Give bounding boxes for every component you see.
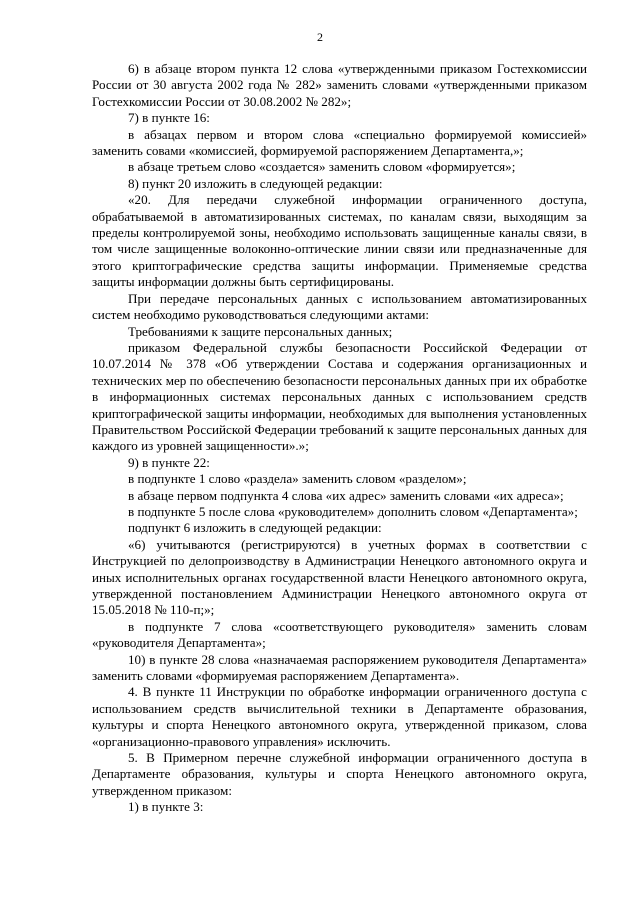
paragraph-section-5-item-1: 1) в пункте 3:: [128, 799, 204, 815]
paragraph-item-9-b: в абзаце первом подпункта 4 слова «их адрес» заменить словами «их адреса»;: [128, 487, 564, 503]
paragraph-personal-data: При передаче персональных данных с использованием автоматизированных систем необходимо руководствоваться следующими актами:: [92, 290, 587, 323]
paragraph-item-9-e: в подпункте 7 слова «соответствующего руководителя» заменить словам «руководителя Департамента»;: [92, 618, 587, 651]
paragraph-item-10: 10) в пункте 28 слова «назначаемая распоряжением руководителя Департамента» заменить словами «формируемая распоряжением Департамента».: [92, 651, 587, 684]
paragraph-item-9: 9) в пункте 22:: [128, 454, 210, 470]
document-body: [92, 61, 587, 816]
paragraph-section-5: 5. В Примерном перечне служебной информации ограниченного доступа в Департаменте образования, культуры и спорта Ненецкого автономного округа, утвержденном приказом:: [92, 750, 587, 798]
paragraph-item-8: 8) пункт 20 изложить в следующей редакции:: [128, 175, 383, 191]
paragraph-item-7: 7) в пункте 16:: [128, 110, 210, 126]
paragraph-item-9-a: в подпункте 1 слово «раздела» заменить словом «разделом»;: [128, 471, 467, 487]
paragraph-item-6: 6) в абзаце втором пункта 12 слова «утвержденными приказом Гостехкомиссии России от 30 августа 2002 года № 282» заменить словами «утвержденными приказом Гостехкомиссии России от 30.08.2002 № 282»;: [92, 61, 587, 109]
paragraph-item-20-text: «20. Для передачи служебной информации ограниченного доступа, обрабатываемой в автоматизированных системах, по каналам связи, выходящим за пределы контролируемой зоны, необходимо использовать защищенные каналы связи, в том числе защищенные волоконно-оптические линии связи или предназначенные для этого криптографические средства защиты информации. Применяемые средства защиты информации должны быть сертифицированы.: [92, 192, 587, 290]
paragraph-item-7-a: в абзацах первом и втором слова «специально формируемой комиссией» заменить совами «комиссией, формируемой распоряжением Департамента,»;: [92, 126, 587, 159]
page-number: 2: [317, 30, 323, 44]
paragraph-item-9-c: в подпункте 5 после слова «руководителем» дополнить словом «Департамента»;: [128, 503, 578, 519]
paragraph-subitem-6-text: «6) учитываются (регистрируются) в учетных формах в соответствии с Инструкцией по делопроизводству в Администрации Ненецкого автономного округа и иных исполнительных органах государственной власти Ненецкого автономного округа, утвержденной постановлением Администрации Ненецкого автономного округа от 15.05.2018 № 110-п;»;: [92, 536, 587, 618]
paragraph-item-9-d: подпункт 6 изложить в следующей редакции:: [128, 520, 382, 536]
paragraph-fsb-order: приказом Федеральной службы безопасности Российской Федерации от 10.07.2014 № 378 «Об утверждении Состава и содержания организационных и технических мер по обеспечению безопасности персональных данных при их обработке в информационных системах персональных данных с использованием средств криптографической защиты информации, необходимых для выполнения установленных Правительством Российской Федерации требований к защите персональных данных для каждого из уровней защищенности».»;: [92, 339, 587, 454]
paragraph-requirements: Требованиями к защите персональных данных;: [128, 323, 393, 339]
paragraph-section-4: 4. В пункте 11 Инструкции по обработке информации ограниченного доступа с использованием средств вычислительной техники в Департаменте образования, культуры и спорта Ненецкого автономного округа, утвержденной приказом, слова «организационно-правового управления» исключить.: [92, 684, 587, 749]
paragraph-item-7-b: в абзаце третьем слово «создается» заменить словом «формируется»;: [128, 159, 516, 175]
